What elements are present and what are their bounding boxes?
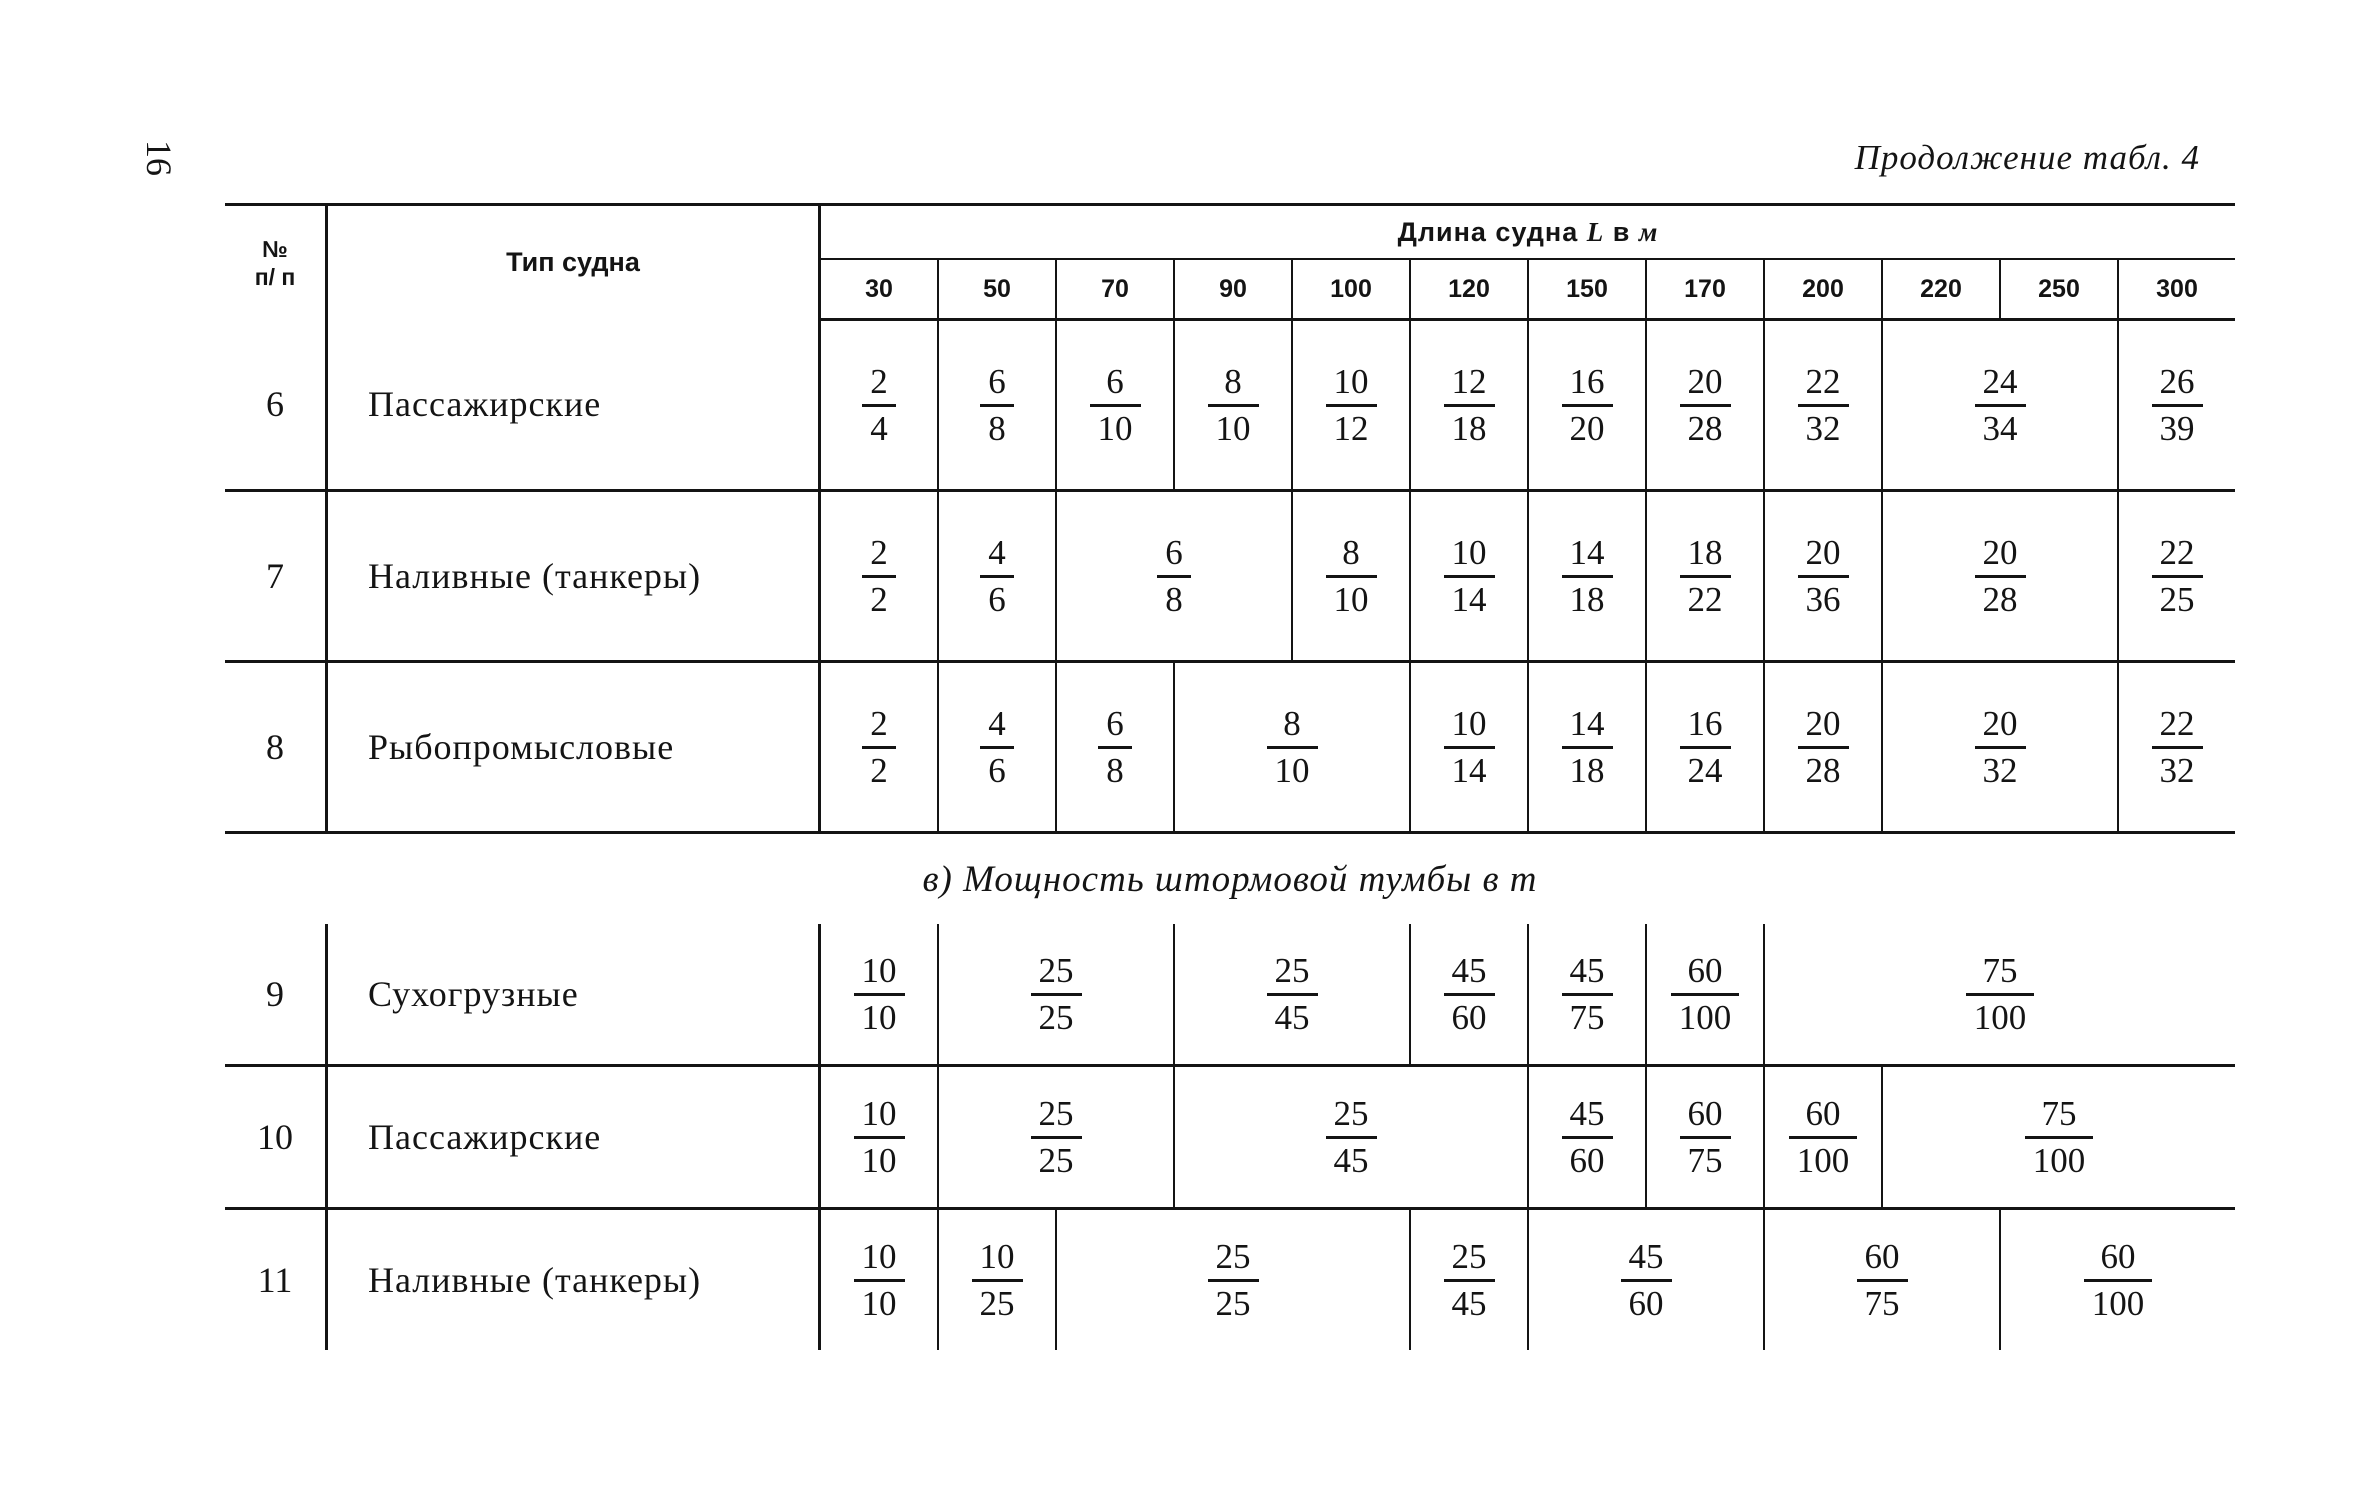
value-cell (820, 320, 939, 491)
fraction-numerator: 10 (854, 1237, 905, 1282)
value-cell (1528, 924, 1646, 1066)
fraction-denominator: 4 (870, 408, 888, 448)
fraction (1966, 951, 2035, 1038)
fraction-numerator: 10 (854, 1094, 905, 1139)
length-column-header: 250 (2000, 259, 2118, 320)
fraction (1562, 704, 1613, 791)
fraction (1680, 362, 1731, 449)
table-row (225, 1066, 2235, 1209)
value-cell (1528, 1066, 1646, 1209)
fraction-numerator: 18 (1680, 533, 1731, 578)
value-cell (2118, 491, 2235, 662)
fraction-numerator: 25 (1444, 1237, 1495, 1282)
value-cell (1410, 924, 1528, 1066)
value-cell (2118, 320, 2235, 491)
row-number: 10 (225, 1066, 327, 1209)
table-row (225, 662, 2235, 833)
value-cell (1528, 491, 1646, 662)
ship-type: Рыбопромысловые (327, 662, 820, 833)
fraction-numerator: 60 (1680, 1094, 1731, 1139)
fraction-numerator: 10 (854, 951, 905, 996)
fraction-denominator: 18 (1451, 408, 1487, 448)
fraction-numerator: 10 (972, 1237, 1023, 1282)
fraction-numerator: 4 (980, 704, 1014, 749)
fraction (1444, 951, 1495, 1038)
value-cell (1056, 491, 1292, 662)
fraction-denominator: 25 (1038, 997, 1074, 1037)
fraction-numerator: 25 (1326, 1094, 1377, 1139)
ship-type: Наливные (танкеры) (327, 491, 820, 662)
fraction-denominator: 12 (1333, 408, 1369, 448)
fraction (1671, 951, 1740, 1038)
fraction-denominator: 32 (1982, 750, 2018, 790)
fraction-denominator: 22 (1687, 579, 1723, 619)
fraction-denominator: 100 (1973, 997, 2027, 1037)
fraction-denominator: 10 (1333, 579, 1369, 619)
header-number-abbrev: п/ п (254, 263, 296, 290)
fraction-numerator: 45 (1621, 1237, 1672, 1282)
fraction-numerator: 22 (1798, 362, 1849, 407)
fraction (2084, 1237, 2153, 1324)
fraction (1798, 362, 1849, 449)
fraction-numerator: 12 (1444, 362, 1495, 407)
value-cell (820, 662, 939, 833)
length-column-header: 50 (938, 259, 1056, 320)
value-cell (1056, 662, 1174, 833)
fraction-denominator: 32 (2159, 750, 2195, 790)
value-cell (1528, 1209, 1764, 1351)
value-cell (1410, 491, 1528, 662)
fraction (1680, 1094, 1731, 1181)
fraction-numerator: 6 (1098, 704, 1132, 749)
fraction (1267, 951, 1318, 1038)
value-cell (1292, 320, 1410, 491)
fraction-numerator: 45 (1562, 1094, 1613, 1139)
fraction (1444, 362, 1495, 449)
fraction-numerator: 6 (1157, 533, 1191, 578)
section-row (225, 833, 2235, 925)
fraction-denominator: 28 (1982, 579, 2018, 619)
fraction-numerator: 20 (1798, 704, 1849, 749)
fraction-denominator: 14 (1451, 579, 1487, 619)
fraction (1789, 1094, 1858, 1181)
fraction-denominator: 25 (1038, 1140, 1074, 1180)
length-column-header: 70 (1056, 259, 1174, 320)
fraction-numerator: 4 (980, 533, 1014, 578)
fraction-numerator: 25 (1267, 951, 1318, 996)
fraction (854, 951, 905, 1038)
header-ship-length (820, 205, 2236, 260)
value-cell (1764, 662, 1882, 833)
value-cell (1056, 1209, 1410, 1351)
fraction (1326, 533, 1377, 620)
fraction-denominator: 10 (1097, 408, 1133, 448)
fraction-denominator: 10 (861, 1283, 897, 1323)
fraction (1157, 533, 1191, 620)
value-cell (1292, 491, 1410, 662)
fraction-denominator: 18 (1569, 750, 1605, 790)
fraction (1680, 533, 1731, 620)
fraction (1798, 704, 1849, 791)
value-cell (1174, 662, 1410, 833)
value-cell (938, 491, 1056, 662)
fraction-denominator: 60 (1628, 1283, 1664, 1323)
length-label-in: в (1604, 216, 1639, 247)
fraction (1444, 1237, 1495, 1324)
value-cell (1764, 491, 1882, 662)
fraction (1208, 1237, 1259, 1324)
fraction (862, 704, 896, 791)
fraction-numerator: 8 (1208, 362, 1259, 407)
value-cell (1882, 1066, 2235, 1209)
value-cell (1764, 924, 2235, 1066)
ship-table (225, 203, 2235, 1350)
value-cell (1410, 662, 1528, 833)
row-number: 11 (225, 1209, 327, 1351)
value-cell (938, 1209, 1056, 1351)
fraction-denominator: 25 (2159, 579, 2195, 619)
fraction-numerator: 10 (1444, 533, 1495, 578)
fraction-numerator: 26 (2152, 362, 2203, 407)
value-cell (1056, 320, 1174, 491)
fraction (2152, 533, 2203, 620)
value-cell (1410, 320, 1528, 491)
table-body-top (225, 320, 2235, 833)
ship-type: Пассажирские (327, 1066, 820, 1209)
value-cell (1646, 320, 1764, 491)
fraction (1090, 362, 1141, 449)
fraction-denominator: 75 (1569, 997, 1605, 1037)
fraction-numerator: 24 (1975, 362, 2026, 407)
fraction (862, 533, 896, 620)
fraction-denominator: 8 (1165, 579, 1183, 619)
value-cell (1882, 662, 2118, 833)
fraction-denominator: 100 (1796, 1140, 1850, 1180)
length-label-unit: м (1638, 216, 1659, 247)
value-cell (938, 924, 1174, 1066)
length-column-header: 120 (1410, 259, 1528, 320)
header-ship-type: Тип судна (327, 205, 820, 320)
fraction-numerator: 10 (1326, 362, 1377, 407)
fraction-numerator: 6 (1090, 362, 1141, 407)
fraction (1098, 704, 1132, 791)
value-cell (1764, 320, 1882, 491)
fraction-numerator: 45 (1444, 951, 1495, 996)
fraction (1562, 533, 1613, 620)
fraction-numerator: 45 (1562, 951, 1613, 996)
fraction-numerator: 16 (1680, 704, 1731, 749)
fraction-numerator: 8 (1326, 533, 1377, 578)
fraction (2152, 362, 2203, 449)
fraction-denominator: 60 (1451, 997, 1487, 1037)
fraction (1975, 704, 2026, 791)
fraction-numerator: 60 (1789, 1094, 1858, 1139)
fraction-numerator: 16 (1562, 362, 1613, 407)
value-cell (938, 320, 1056, 491)
fraction (1267, 704, 1318, 791)
fraction-denominator: 75 (1864, 1283, 1900, 1323)
fraction-denominator: 60 (1569, 1140, 1605, 1180)
row-number: 6 (225, 320, 327, 491)
fraction (1031, 951, 1082, 1038)
value-cell (820, 924, 939, 1066)
fraction (1798, 533, 1849, 620)
fraction-denominator: 39 (2159, 408, 2195, 448)
value-cell (1528, 320, 1646, 491)
row-number: 8 (225, 662, 327, 833)
value-cell (1174, 320, 1292, 491)
fraction-numerator: 6 (980, 362, 1014, 407)
fraction-numerator: 14 (1562, 533, 1613, 578)
fraction-denominator: 28 (1805, 750, 1841, 790)
value-cell (1882, 491, 2118, 662)
fraction-numerator: 25 (1208, 1237, 1259, 1282)
value-cell (1646, 491, 1764, 662)
fraction-denominator: 6 (988, 579, 1006, 619)
fraction (862, 362, 896, 449)
fraction (1208, 362, 1259, 449)
fraction (854, 1237, 905, 1324)
table-body-bottom (225, 924, 2235, 1350)
fraction-denominator: 10 (861, 997, 897, 1037)
fraction-denominator: 45 (1451, 1283, 1487, 1323)
fraction-numerator: 20 (1680, 362, 1731, 407)
table-continuation-caption: Продолжение табл. 4 (1854, 138, 2200, 177)
fraction-denominator: 45 (1274, 997, 1310, 1037)
ship-type: Пассажирские (327, 320, 820, 491)
fraction (2152, 704, 2203, 791)
fraction (1975, 362, 2026, 449)
fraction (1857, 1237, 1908, 1324)
section-title: в) Мощность штормовой тумбы в т (922, 858, 1538, 900)
table-row (225, 1209, 2235, 1351)
fraction-denominator: 8 (1106, 750, 1124, 790)
fraction-denominator: 36 (1805, 579, 1841, 619)
fraction (1562, 1094, 1613, 1181)
fraction-numerator: 2 (862, 362, 896, 407)
table-row (225, 924, 2235, 1066)
fraction-numerator: 22 (2152, 533, 2203, 578)
fraction-denominator: 45 (1333, 1140, 1369, 1180)
fraction-numerator: 2 (862, 704, 896, 749)
fraction-numerator: 60 (1857, 1237, 1908, 1282)
length-column-header: 100 (1292, 259, 1410, 320)
length-column-header: 150 (1528, 259, 1646, 320)
fraction-denominator: 32 (1805, 408, 1841, 448)
ship-type: Сухогрузные (327, 924, 820, 1066)
fraction-denominator: 100 (1678, 997, 1732, 1037)
fraction-denominator: 75 (1687, 1140, 1723, 1180)
length-column-header: 170 (1646, 259, 1764, 320)
fraction-denominator: 18 (1569, 579, 1605, 619)
fraction-denominator: 2 (870, 579, 888, 619)
value-cell (1646, 1066, 1764, 1209)
fraction-numerator: 60 (2084, 1237, 2153, 1282)
fraction (1680, 704, 1731, 791)
value-cell (2000, 1209, 2235, 1351)
length-column-header: 300 (2118, 259, 2235, 320)
fraction-numerator: 20 (1975, 704, 2026, 749)
fraction-denominator: 100 (2091, 1283, 2145, 1323)
value-cell (938, 1066, 1174, 1209)
value-cell (820, 491, 939, 662)
fraction (972, 1237, 1023, 1324)
fraction-denominator: 24 (1687, 750, 1723, 790)
fraction-numerator: 20 (1975, 533, 2026, 578)
fraction (1621, 1237, 1672, 1324)
fraction (1975, 533, 2026, 620)
fraction-numerator: 75 (1966, 951, 2035, 996)
table-row (225, 491, 2235, 662)
fraction (980, 362, 1014, 449)
fraction-denominator: 25 (979, 1283, 1015, 1323)
fraction-numerator: 8 (1267, 704, 1318, 749)
length-column-header: 30 (820, 259, 939, 320)
fraction-denominator: 14 (1451, 750, 1487, 790)
fraction-numerator: 14 (1562, 704, 1613, 749)
length-column-header: 200 (1764, 259, 1882, 320)
fraction-denominator: 100 (2032, 1140, 2086, 1180)
ship-type: Наливные (танкеры) (327, 1209, 820, 1351)
value-cell (1174, 924, 1410, 1066)
value-cell (1764, 1209, 2000, 1351)
fraction-denominator: 10 (1215, 408, 1251, 448)
header-number (225, 205, 327, 320)
fraction (1326, 1094, 1377, 1181)
fraction (2025, 1094, 2094, 1181)
row-number: 9 (225, 924, 327, 1066)
fraction-denominator: 10 (861, 1140, 897, 1180)
fraction (980, 704, 1014, 791)
fraction-numerator: 25 (1031, 1094, 1082, 1139)
header-number-sign: № (262, 235, 288, 262)
value-cell (820, 1066, 939, 1209)
fraction (1444, 704, 1495, 791)
length-column-header: 90 (1174, 259, 1292, 320)
length-label-variable: L (1586, 216, 1605, 247)
fraction (1562, 951, 1613, 1038)
value-cell (1174, 1066, 1528, 1209)
value-cell (2118, 662, 2235, 833)
length-label-prefix: Длина судна (1397, 216, 1587, 247)
fraction (1562, 362, 1613, 449)
page-number: 16 (139, 140, 179, 176)
value-cell (938, 662, 1056, 833)
fraction (1326, 362, 1377, 449)
fraction-denominator: 10 (1274, 750, 1310, 790)
header-row-top (225, 205, 2235, 260)
fraction (854, 1094, 905, 1181)
value-cell (1882, 320, 2118, 491)
ship-table-wrapper (225, 203, 2235, 1350)
fraction-numerator: 10 (1444, 704, 1495, 749)
section-header-body (225, 833, 2235, 925)
fraction-numerator: 20 (1798, 533, 1849, 578)
fraction (980, 533, 1014, 620)
fraction-denominator: 34 (1982, 408, 2018, 448)
fraction-denominator: 8 (988, 408, 1006, 448)
fraction-numerator: 25 (1031, 951, 1082, 996)
row-number: 7 (225, 491, 327, 662)
value-cell (1646, 662, 1764, 833)
value-cell (1410, 1209, 1528, 1351)
fraction-denominator: 2 (870, 750, 888, 790)
length-column-header: 220 (1882, 259, 2000, 320)
fraction-numerator: 60 (1671, 951, 1740, 996)
fraction (1444, 533, 1495, 620)
fraction-denominator: 20 (1569, 408, 1605, 448)
value-cell (820, 1209, 939, 1351)
fraction (1031, 1094, 1082, 1181)
fraction-numerator: 22 (2152, 704, 2203, 749)
table-row (225, 320, 2235, 491)
fraction-denominator: 25 (1215, 1283, 1251, 1323)
fraction-numerator: 75 (2025, 1094, 2094, 1139)
value-cell (1764, 1066, 1882, 1209)
fraction-numerator: 2 (862, 533, 896, 578)
value-cell (1528, 662, 1646, 833)
fraction-denominator: 28 (1687, 408, 1723, 448)
fraction-denominator: 6 (988, 750, 1006, 790)
value-cell (1646, 924, 1764, 1066)
